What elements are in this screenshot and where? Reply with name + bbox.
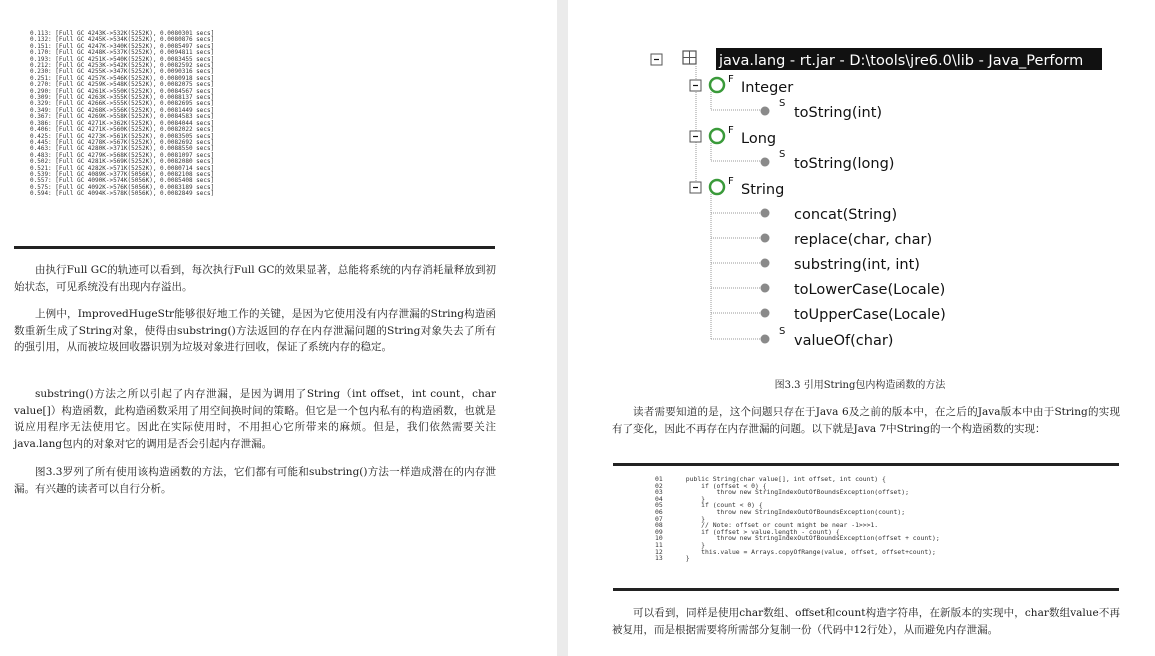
gc-log-line: 0.349: [Full GC 4268K->556K(5252K), 0.0081449 secs] [30,106,215,114]
tree-node-integer[interactable] [690,74,793,96]
tree-method-touppercase[interactable] [761,307,946,323]
svg-text:F: F [728,125,734,136]
svg-text:F: F [728,74,734,85]
svg-text:toLowerCase(Locale): toLowerCase(Locale) [794,282,946,298]
gc-log-line: 0.539: [Full GC 4089K->377K(5056K), 0.0082108 secs] [30,170,215,178]
svg-text:toString(int): toString(int) [794,105,883,121]
gc-log-line: 0.290: [Full GC 4261K->550K(5252K), 0.0084567 secs] [30,87,215,95]
gc-log-line: 0.386: [Full GC 4271K->362K(5252K), 0.0084044 secs] [30,119,215,127]
gc-log-line: 0.502: [Full GC 4281K->569K(5252K), 0.0082080 secs] [30,158,215,166]
class-icon [710,180,724,194]
left-paragraph-4: 图3.3罗列了所有使用该构造函数的方法，它们都有可能和substring()方法一样造成潜在的内存泄漏。有兴趣的读者可以自行分析。 [14,466,496,495]
svg-text:concat(String): concat(String) [794,207,898,223]
gc-log-line: 0.170: [Full GC 4248K->537K(5252K), 0.0094811 secs] [30,49,215,57]
right-paragraph-2: 可以看到，同样是使用char数组、offset和count构造字符串，在新版本的实现中，char数组value不再被复用，而是根据需要将所需部分复制一份（代码中12行处），从而避免内存泄漏。 [612,607,1120,636]
gc-log-line: 0.557: [Full GC 4090K->574K(5056K), 0.0085408 secs] [30,177,215,185]
code-line: 02 if (offset < 0) { [655,481,767,490]
gc-log-line: 0.521: [Full GC 4282K->571K(5252K), 0.0080714 secs] [30,164,215,172]
left-paragraph-2: 上例中，ImprovedHugeStr能够很好地工作的关键，是因为它使用没有内存泄漏的String构造函数重新生成了String对象，使得由substring()方法返回的存在内存泄漏问题的String对象失去了所有的强引用，从而被垃圾回收器识别为垃圾对象进行回收，保证了系统内存的稳定。 [14,308,496,353]
code-line: 12 this.value = Arrays.copyOfRange(value, offset, offset+count); [655,547,936,556]
tree-method-tolowercase[interactable] [761,282,946,298]
code-block [655,476,940,562]
code-line: 09 if (offset > value.length - count) { [655,527,840,536]
package-icon [683,51,696,64]
left-paragraph-1: 由执行Full GC的轨迹可以看到，每次执行Full GC的效果显著，总能将系统的内存消耗量释放到初始状态，可见系统没有出现内存溢出。 [14,264,496,293]
code-top-rule [613,463,1119,466]
right-paragraph-1: 读者需要知道的是，这个问题只存在于Java 6及之前的版本中，在之后的Java版本中由于String的实现有了变化，因此不再存在内存泄漏的问题。以下就是Java 7中String的一个构造函数的实现： [612,406,1120,435]
code-line: 03 throw new StringIndexOutOfBoundsException(offset); [655,488,909,497]
gc-log-line: 0.309: [Full GC 4263K->355K(5252K), 0.0088137 secs] [30,94,215,102]
method-icon [761,335,770,344]
tree-method-concat[interactable] [761,207,898,223]
gc-log-line: 0.406: [Full GC 4271K->560K(5252K), 0.0082022 secs] [30,126,215,134]
method-icon [761,284,770,293]
gc-log-line: 0.251: [Full GC 4257K->546K(5252K), 0.0080918 secs] [30,74,215,82]
left-paragraph-3: substring()方法之所以引起了内存泄漏，是因为调用了String（int offset，int count，char value[]）构造函数，此构造函数采用了用空间换时间的策略。但它是一个包内私有的构造函数，也就是说应用程序无法使用它。因此在实际使用时，不用担心它所带来的麻烦。但是，我们依然需要关注java.lang包内的对象对它的调用是否会引起内存泄漏。 [14,388,496,450]
gc-log-line: 0.575: [Full GC 4092K->576K(5056K), 0.0083189 secs] [30,183,215,191]
tree-label-long: Long [741,131,777,147]
tree-method-integer-tostring[interactable] [761,98,883,121]
code-line: 06 throw new StringIndexOutOfBoundsException(count); [655,507,906,516]
gc-log-line: 0.594: [Full GC 4094K->578K(5056K), 0.0082849 secs] [30,190,215,198]
code-bottom-rule [613,588,1119,591]
tree-label-string: String [741,182,785,198]
gc-log-line: 0.463: [Full GC 4280K->371K(5252K), 0.0088550 secs] [30,145,215,153]
svg-text:toUpperCase(Locale): toUpperCase(Locale) [794,307,946,323]
code-line: 01 public String(char value[], int offset, int count) { [655,475,886,483]
tree-node-long[interactable] [690,125,776,147]
svg-text:valueOf(char): valueOf(char) [794,333,894,349]
gc-log-line: 0.483: [Full GC 4279K->568K(5252K), 0.0081097 secs] [30,151,215,159]
tree-root-node[interactable] [651,48,1102,70]
gc-log-line: 0.230: [Full GC 4255K->347K(5252K), 0.0090316 secs] [30,68,215,76]
svg-text:S: S [779,149,786,160]
method-icon [761,309,770,318]
svg-text:S: S [779,98,786,109]
code-line: 07 } [655,514,706,523]
figure-caption: 图3.3 引用String包内构造函数的方法 [774,380,946,391]
gc-log-line: 0.445: [Full GC 4278K->567K(5252K), 0.0082692 secs] [30,138,215,146]
gc-log-line: 0.193: [Full GC 4251K->540K(5252K), 0.0083455 secs] [30,55,215,63]
method-icon [761,209,770,218]
svg-text:toString(long): toString(long) [794,156,895,172]
gc-log-line: 0.367: [Full GC 4269K->558K(5252K), 0.0084583 secs] [30,113,215,121]
tree-root-label: java.lang - rt.jar - D:\tools\jre6.0\lib - Java_Perform [719,53,1084,69]
code-line: 04 } [655,494,706,503]
code-line: 13 } [655,554,690,563]
tree-method-replace[interactable] [761,232,933,248]
method-icon [761,107,770,116]
code-line: 08 // Note: offset or count might be near -1>>>1. [655,521,879,530]
class-icon [710,129,724,143]
svg-text:substring(int, int): substring(int, int) [794,257,920,273]
gc-log-line: 0.425: [Full GC 4273K->561K(5252K), 0.0083505 secs] [30,132,215,140]
class-icon [710,78,724,92]
gc-log-line: 0.212: [Full GC 4253K->542K(5252K), 0.0082592 secs] [30,62,215,70]
gc-log-line: 0.113: [Full GC 4243K->532K(5252K), 0.0080301 secs] [30,30,215,37]
method-icon [761,158,770,167]
tree-method-valueof[interactable] [761,326,894,349]
code-line: 10 throw new StringIndexOutOfBoundsException(offset + count); [655,534,940,543]
code-line: 11 } [655,540,706,549]
gc-log-line: 0.329: [Full GC 4266K->555K(5252K), 0.0082695 secs] [30,100,215,108]
svg-text:replace(char, char): replace(char, char) [794,232,933,248]
method-icon [761,234,770,243]
gc-log-line: 0.151: [Full GC 4247K->340K(5252K), 0.0085497 secs] [30,42,215,50]
tree-node-string[interactable] [690,176,784,198]
svg-text:F: F [728,176,734,187]
tree-label-integer: Integer [741,80,794,96]
tree-method-long-tostring[interactable] [761,149,895,172]
svg-text:S: S [779,326,786,337]
code-line: 05 if (count < 0) { [655,501,763,510]
gc-log-line: 0.270: [Full GC 4259K->548K(5252K), 0.0082075 secs] [30,81,215,89]
tree-method-substring[interactable] [761,257,920,273]
gc-log-line: 0.132: [Full GC 4245K->534K(5252K), 0.0080876 secs] [30,36,215,44]
method-icon [761,259,770,268]
